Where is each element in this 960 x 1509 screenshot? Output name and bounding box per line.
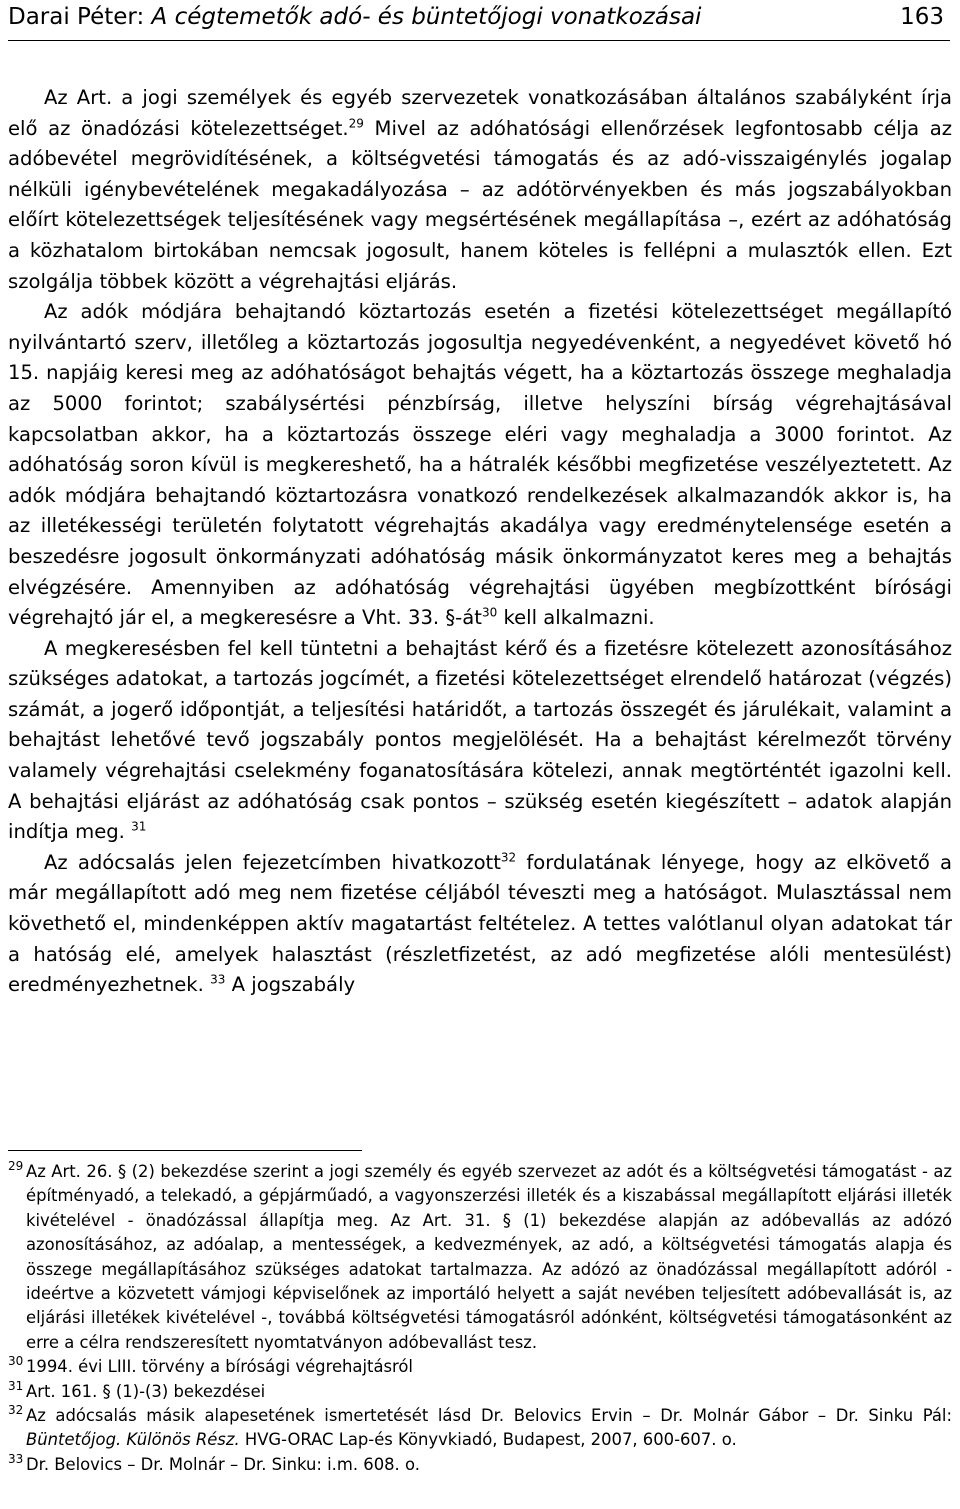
footnote (8, 1453, 952, 1477)
paragraph-text: Az adócsalás jelen fejezetcímben hivatkozott (44, 850, 501, 874)
footnote-text: Art. 161. § (1)-(3) bekezdései (26, 1381, 266, 1401)
body-text (8, 83, 952, 1001)
footnote-ref[interactable]: 32 (500, 850, 517, 865)
footnote-number: 29 (8, 1159, 24, 1173)
paragraph-text: Az adók módjára behajtandó köztartozás esetén a fizetési kötelezettséget megállapító nyilvántartó szerv, illetőleg a köztartozás jogosultja negyedévenként, a negyedévet követő hó 15. napjáig keresi meg az adóhatóságot behajtás végett, ha a köztartozás összege meghaladja az 5000 forintot; szabálysértési pénzbírság, illetve helyszíni bírság végrehajtásával kapcsolatban akkor, ha a köztartozás összege eléri vagy meghaladja a 3000 forintot. Az adóhatóság soron kívül is megkereshető, ha a hátralék későbbi megfizetése veszélyeztetett. Az adók módjára behajtandó köztartozásra vonatkozó rendelkezések alkalmazandók akkor is, ha az illetékességi területén folytatott végrehajtás akadálya vagy eredménytelensége esetén a beszedésre jogosult önkormányzati adóhatóság másik önkormányzatot keres meg a behajtás elvégzésére. Amennyiben az adóhatóság végrehajtási ügyében megbízottként bírósági végrehajtó jár el, a megkeresésre a Vht. 33. §-át (8, 300, 952, 630)
footnote (8, 1404, 952, 1453)
page-header (8, 0, 950, 41)
paragraph (8, 634, 952, 848)
paragraph-text: Mivel az adóhatósági ellenőrzések legfontosabb célja az adóbevétel megrövidítésének, a költségvetési támogatás és az adó-visszaigénylés jogalap nélküli igénybevételének megakadályozása – az adótörvényekben és más jogszabályokban előírt kötelezettségek teljesítésének vagy megsértésének megállapítása –, ezért az adóhatóság a közhatalom birtokában nemcsak jogosult, hanem köteles is fellépni a mulasztók ellen. Ezt szolgálja többek között a végrehajtási eljárás. (8, 116, 952, 293)
paragraph (8, 297, 952, 634)
paragraph-text: A jogszabály (225, 973, 356, 997)
footnote-number: 33 (8, 1451, 24, 1466)
paragraph (8, 83, 952, 297)
footnote-ref[interactable]: 29 (348, 116, 364, 131)
page-number: 163 (900, 4, 944, 30)
footnote-text: Az Art. 26. § (2) bekezdése szerint a jogi személy és egyéb szervezet az adót és a költségvetési támogatást - az építményadó, a telekadó, a gépjárműadó, a vagyonszerzési illeték és a kiszabással megállapított eljárási illeték kivételével - önadózással állapítja meg. Az Art. 31. § (1) bekezdése alapján az adóbevallás az adózó azonosításához, az adóalap, a mentességek, a kedvezmények, az adó, a költségvetési támogatás alapja és összege megállapításához szükséges adatokat tartalmazza. Az adózó az önadózással megállapított adóról - ideértve a közvetett vámjogi képviselőnek az importáló helyett a saját nevében teljesített adóbevallását is, az eljárási illetékek kivételével -, továbbá költségvetési támogatásról adónként, költségvetési támogatásonként az erre a célra rendszeresített nyomtatványon adóbevallást tesz. (26, 1162, 952, 1352)
footnote (8, 1355, 952, 1379)
footnote-text: Dr. Belovics – Dr. Molnár – Dr. Sinku: i.m. 608. o. (26, 1454, 420, 1474)
footnote (8, 1380, 952, 1404)
footnote-text: 1994. évi LIII. törvény a bírósági végrehajtásról (26, 1357, 413, 1377)
footnote-text: Az adócsalás másik alapesetének ismertetését lásd Dr. Belovics Ervin – Dr. Molnár Gábor – Dr. Sinku Pál: (26, 1406, 952, 1426)
paragraph-text: Az Art. a jogi személyek és egyéb szervezetek vonatkozásában általános szabályként írja elő az önadózási kötelezettséget. (8, 86, 952, 140)
header-title: A cégtemetők adó- és büntetőjogi vonatkozásai (151, 4, 702, 30)
paragraph-text: A megkeresésben fel kell tüntetni a behajtást kérő és a fizetésre kötelezett azonosításához szükséges adatokat, a tartozás jogcímét, a fizetési kötelezettséget elrendelő határozat (végzés) számát, a jogerő időpontját, a teljesítési határidőt, a tartozás összegét és járulékait, valamint a behajtást lehetővé tevő jogszabály pontos megjelölését. Ha a behajtást kérelmezőt törvény valamely végrehajtási cselekmény foganatosítására kötelezi, annak megtörténtét igazolni kell. A behajtási eljárást az adóhatóság csak pontos – szükség esetén kiegészített – adatok alapján indítja meg. (8, 636, 952, 844)
footnote-ref[interactable]: 31 (131, 819, 147, 834)
footnote-number: 32 (8, 1403, 24, 1418)
footnote-book-title: Büntetőjog. Különös Rész. (26, 1430, 240, 1450)
running-title (8, 4, 701, 30)
footnote-number: 30 (8, 1354, 24, 1369)
paragraph-text: kell alkalmazni. (497, 606, 655, 630)
footnote-ref[interactable]: 30 (481, 605, 498, 620)
footnote (8, 1160, 952, 1355)
header-author: Darai Péter: (8, 4, 152, 30)
footnote-ref[interactable]: 33 (210, 972, 226, 987)
paragraph-text: fordulatának lényege, hogy az elkövető a már megállapított adó meg nem fizetése céljából téveszti meg a hatóságot. Mulasztással nem követhető el, mindenképpen aktív magatartást feltételez. A tettes valótlanul olyan adatokat tár a hatóság elé, amelyek halasztást (részletfizetést, az adó megfizetése alóli mentesülést) eredményezhetnek. (8, 850, 952, 997)
footnote-text: HVG-ORAC Lap-és Könyvkiadó, Budapest, 2007, 600-607. o. (239, 1430, 737, 1450)
footnotes (8, 1160, 952, 1477)
footnote-separator (8, 1150, 362, 1151)
paragraph (8, 848, 952, 1001)
footnote-number: 31 (8, 1378, 24, 1393)
